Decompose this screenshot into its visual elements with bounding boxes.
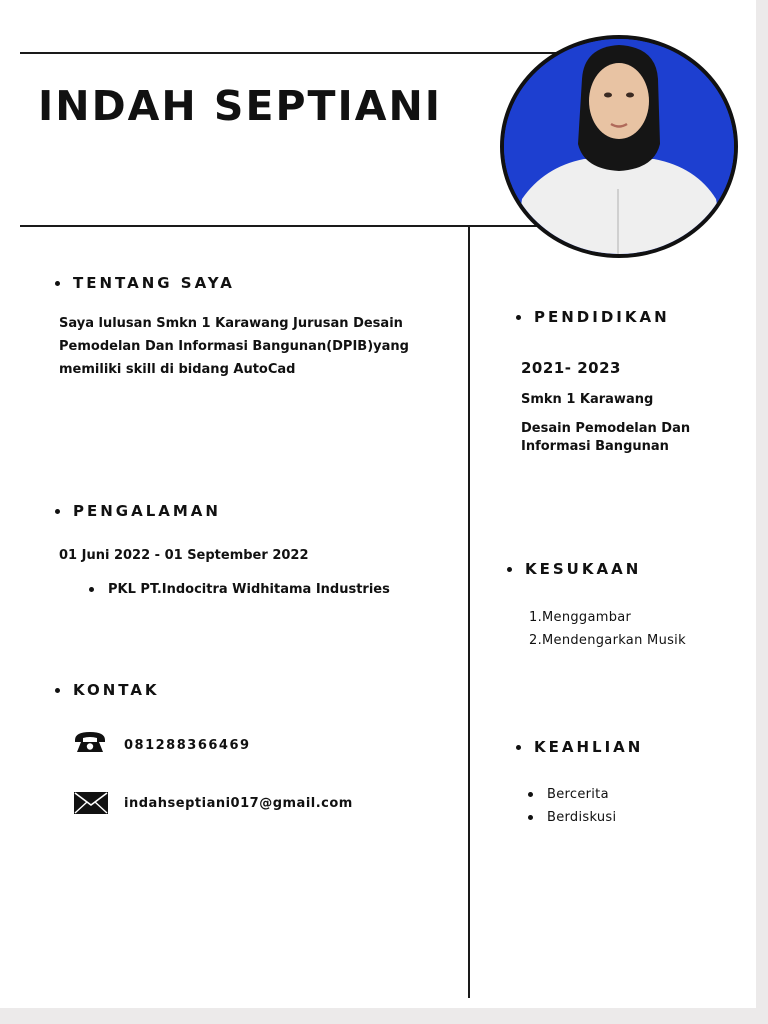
profile-photo-illustration <box>504 39 734 254</box>
bullet-dot <box>89 587 94 592</box>
education-heading: PENDIDIKAN <box>516 308 670 326</box>
about-line-1: Saya lulusan Smkn 1 Karawang Jurusan Desain <box>59 316 403 331</box>
hobby-item-1: 1.Menggambar <box>529 610 632 625</box>
bullet-dot <box>516 315 521 320</box>
hobbies-heading: KESUKAAN <box>507 560 641 578</box>
bullet-dot <box>55 509 60 514</box>
phone-number: 081288366469 <box>124 738 251 753</box>
education-school: Smkn 1 Karawang <box>521 392 654 407</box>
skills-heading: KEAHLIAN <box>516 738 643 756</box>
skill-item-1: Bercerita <box>528 787 609 802</box>
profile-photo <box>500 35 738 258</box>
bullet-dot <box>507 567 512 572</box>
email-address: indahseptiani017@gmail.com <box>124 796 353 811</box>
experience-period: 01 Juni 2022 - 01 September 2022 <box>59 548 309 563</box>
bullet-dot <box>55 281 60 286</box>
education-years: 2021- 2023 <box>521 359 621 377</box>
about-line-3: memiliki skill di bidang AutoCad <box>59 362 296 377</box>
header-bottom-line <box>20 225 540 227</box>
bullet-dot <box>516 745 521 750</box>
header-top-line <box>20 52 560 54</box>
bullet-dot <box>528 792 533 797</box>
column-divider <box>468 226 470 998</box>
education-major-line-2: Informasi Bangunan <box>521 439 669 454</box>
person-name: INDAH SEPTIANI <box>38 82 443 130</box>
education-major-line-1: Desain Pemodelan Dan <box>521 421 691 436</box>
bullet-dot <box>528 815 533 820</box>
experience-heading: PENGALAMAN <box>55 502 221 520</box>
phone-icon <box>73 731 107 753</box>
skill-item-2: Berdiskusi <box>528 810 616 825</box>
about-line-2: Pemodelan Dan Informasi Bangunan(DPIB)yang <box>59 339 409 354</box>
hobby-item-2: 2.Mendengarkan Musik <box>529 633 686 648</box>
bullet-dot <box>55 688 60 693</box>
about-heading: TENTANG SAYA <box>55 274 235 292</box>
contact-heading: KONTAK <box>55 681 160 699</box>
experience-item: PKL PT.Indocitra Widhitama Industries <box>89 582 390 597</box>
envelope-icon <box>74 792 108 814</box>
